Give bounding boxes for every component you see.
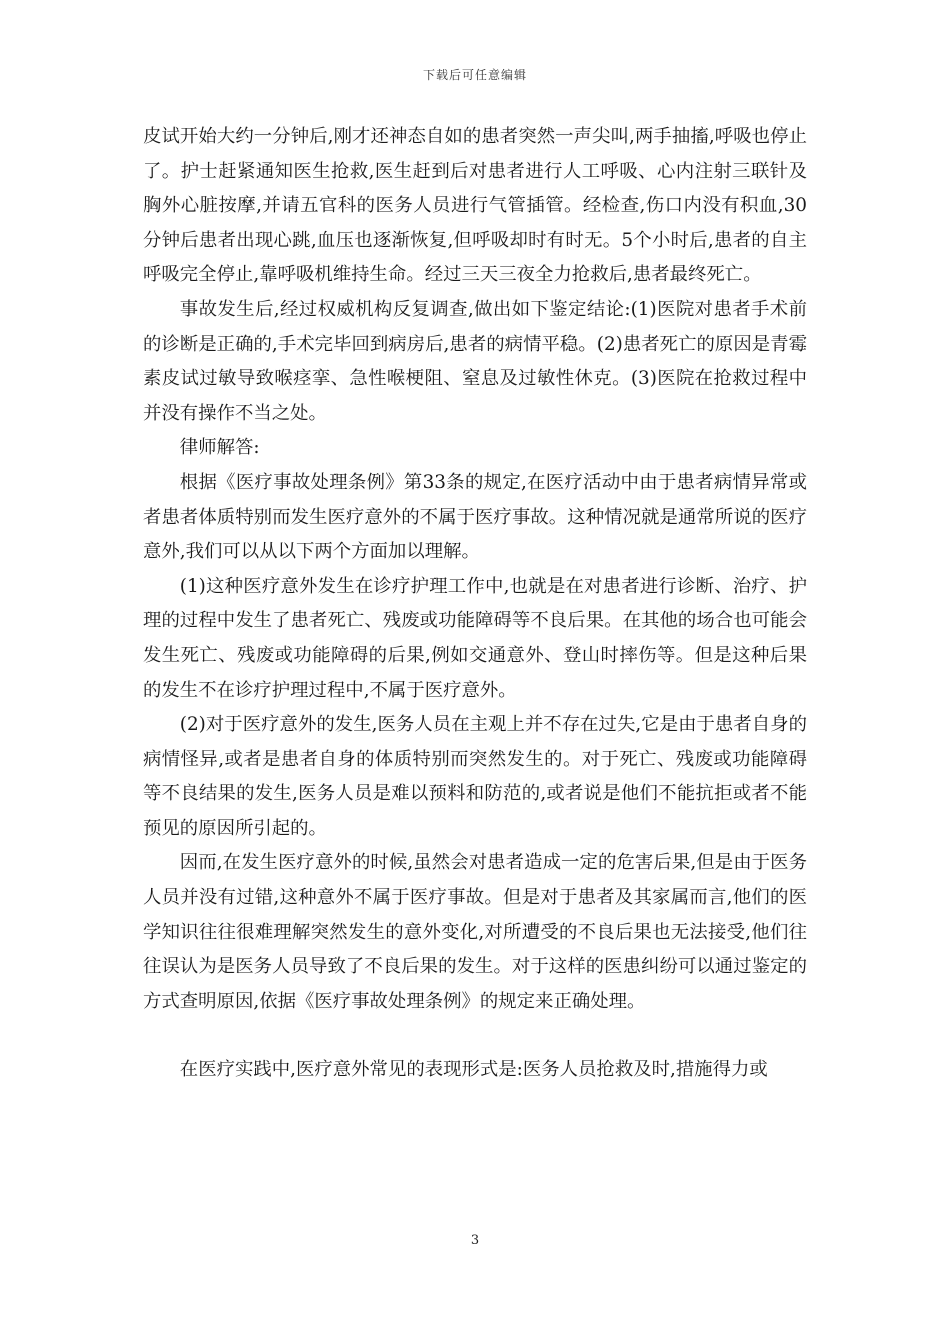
paragraph-appraisal-conclusion: 事故发生后,经过权威机构反复调查,做出如下鉴定结论:(1)医院对患者手术前的诊断是正确的,手术完毕回到病房后,患者的病情平稳。(2)患者死亡的原因是青霉素皮试过敏导致喉痉挛、急性喉梗阻、窒息及过敏性休克。(3)医院在抢救过程中并没有操作不当之处。: [143, 298, 807, 424]
paragraph-practice-forms: 在医疗实践中,医疗意外常见的表现形式是:医务人员抢救及时,措施得力或: [179, 1059, 768, 1081]
paragraph-regulation-citation: 根据《医疗事故处理条例》第33条的规定,在医疗活动中由于患者病情异常或者患者体质特别而发生医疗意外的不属于医疗事故。这种情况就是通常所说的医疗意外,我们可以从以下两个方面加以理解。: [143, 471, 807, 563]
paragraph-point-2: (2)对于医疗意外的发生,医务人员在主观上并不存在过失,它是由于患者自身的病情怪异,或者是患者自身的体质特别而突然发生的。对于死亡、残废或功能障碍等不良结果的发生,医务人员是难以预料和防范的,或者说是他们不能抗拒或者不能预见的原因所引起的。: [143, 714, 807, 839]
paragraph-point-1: (1)这种医疗意外发生在诊疗护理工作中,也就是在对患者进行诊断、治疗、护理的过程中发生了患者死亡、残废或功能障碍等不良后果。在其他的场合也可能会发生死亡、残废或功能障碍的后果,例如交通意外、登山时摔伤等。但是这种后果的发生不在诊疗护理过程中,不属于医疗意外。: [143, 575, 807, 701]
page-number: 3: [470, 1233, 480, 1248]
paragraph-continuation: 皮试开始大约一分钟后,刚才还神态自如的患者突然一声尖叫,两手抽搐,呼吸也停止了。护士赶紧通知医生抢救,医生赶到后对患者进行人工呼吸、心内注射三联针及胸外心脏按摩,并请五官科的医务人员进行气管插管。经检查,伤口内没有积血,30分钟后患者出现心跳,血压也逐渐恢复,但呼吸却时有时无。5个小时后,患者的自主呼吸完全停止,靠呼吸机维持生命。经过三天三夜全力抢救后,患者最终死亡。: [143, 126, 807, 286]
paragraph-summary: 因而,在发生医疗意外的时候,虽然会对患者造成一定的危害后果,但是由于医务人员并没有过错,这种意外不属于医疗事故。但是对于患者及其家属而言,他们的医学知识往往很难理解突然发生的意外变化,对所遭受的不良后果也无法接受,他们往往误认为是医务人员导致了不良后果的发生。对于这样的医患纠纷可以通过鉴定的方式查明原因,依据《医疗事故处理条例》的规定来正确处理。: [143, 852, 807, 1012]
page-header: 下载后可任意编辑: [422, 68, 527, 82]
document-body: [143, 120, 807, 1088]
paragraph-lawyer-answer-heading: 律师解答:: [179, 437, 260, 459]
